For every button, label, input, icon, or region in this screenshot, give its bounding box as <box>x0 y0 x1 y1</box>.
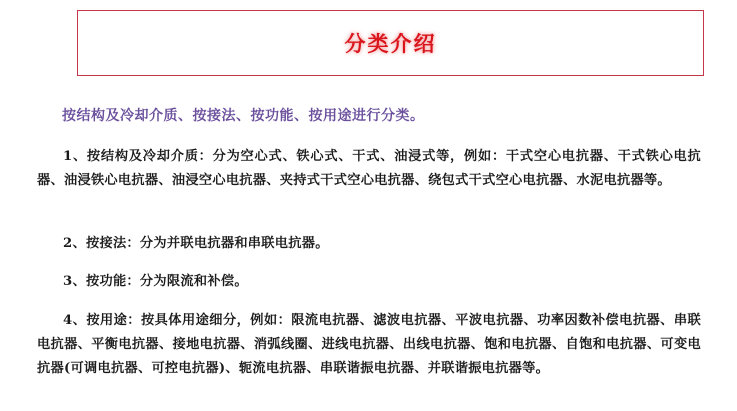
intro-text: 按结构及冷却介质、按接法、按功能、按用途进行分类。 <box>62 108 425 124</box>
title-box <box>77 10 704 76</box>
paragraph-usage: 4、按用途：按具体用途细分，例如：限流电抗器、滤波电抗器、平波电抗器、功率因数补偿电抗器、串联电抗器、平衡电抗器、接地电抗器、消弧线圈、进线电抗器、出线电抗器、饱和电抗器、自饱和电抗器、可变电抗器(可调电抗器、可控电抗器)、轭流电抗器、串联谐振电抗器、并联谐振电抗器等。 <box>37 313 701 376</box>
paragraph-function: 3、按功能：分为限流和补偿。 <box>63 274 248 289</box>
paragraph-connection: 2、按接法：分为并联电抗器和串联电抗器。 <box>63 236 329 251</box>
paragraph-structure: 1、按结构及冷却介质：分为空心式、铁心式、干式、油浸式等，例如：干式空心电抗器、干式铁心电抗器、油浸铁心电抗器、油浸空心电抗器、夹持式干式空心电抗器、绕包式干式空心电抗器、水泥电抗器等。 <box>37 149 701 188</box>
page-title: 分类介绍 <box>344 31 437 56</box>
